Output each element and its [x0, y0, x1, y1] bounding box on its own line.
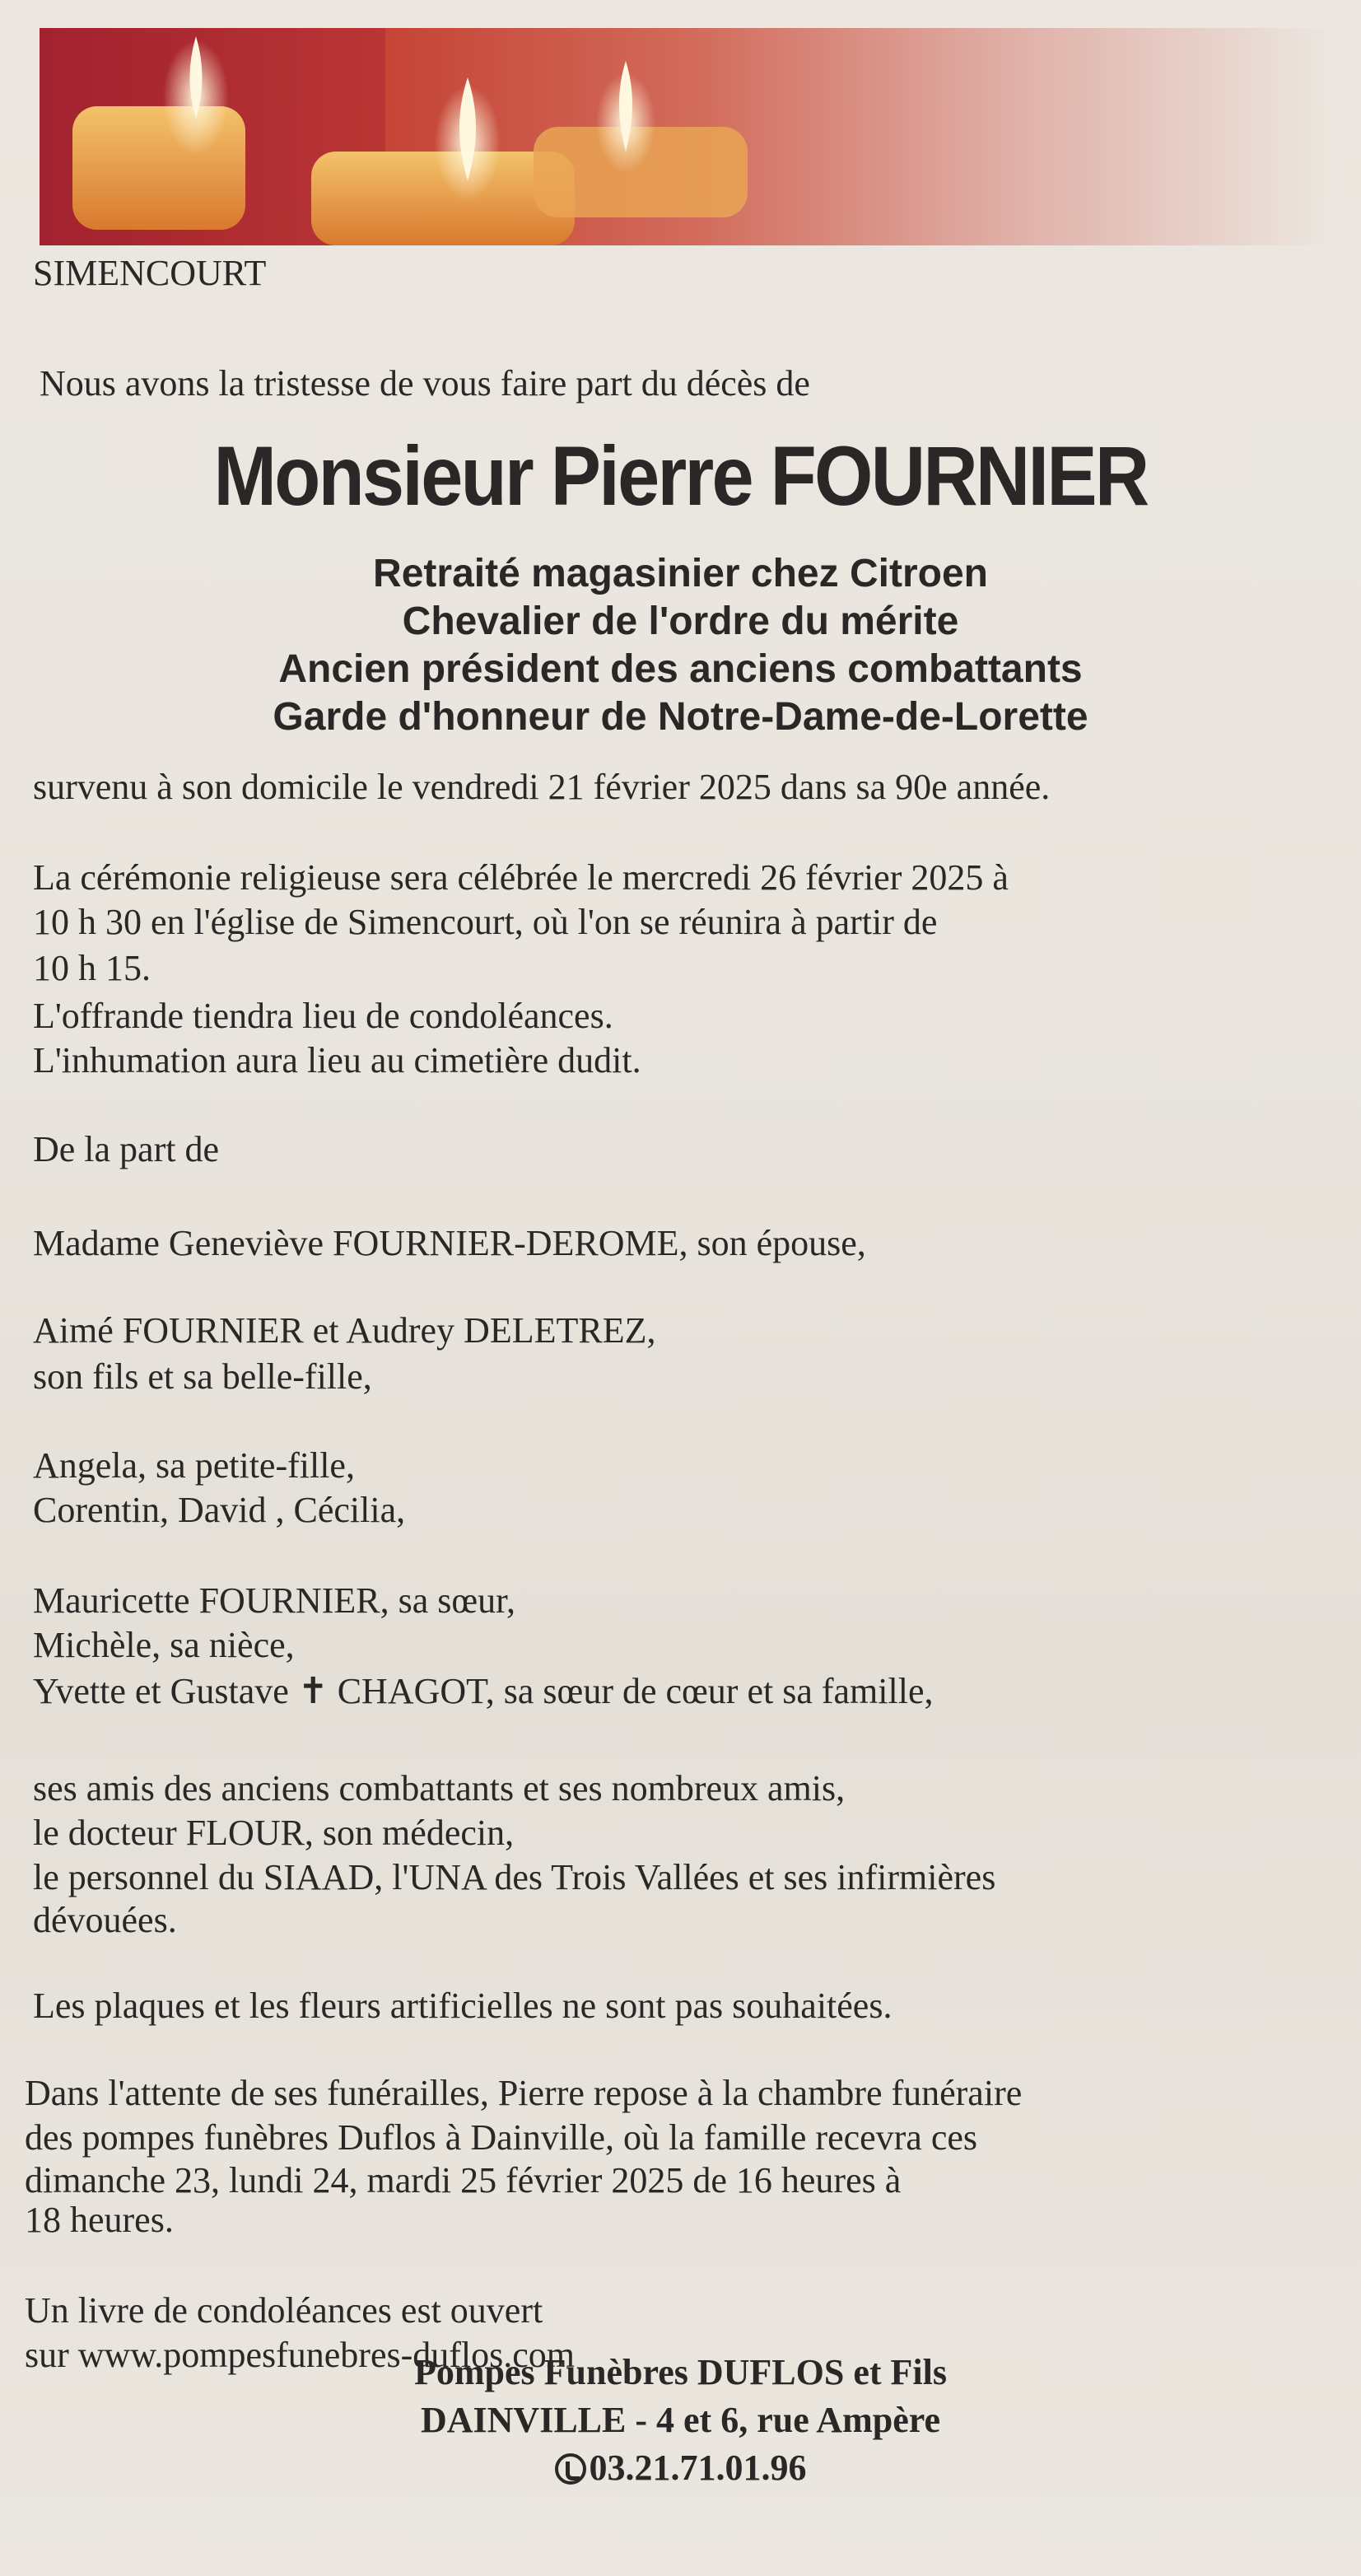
phone-icon	[555, 2453, 586, 2485]
from-label: De la part de	[33, 1129, 219, 1169]
condolence-book-line: Un livre de condoléances est ouvert	[25, 2290, 543, 2331]
friends-line: le personnel du SIAAD, l'UNA des Trois Vallées et ses infirmières	[33, 1857, 996, 1897]
flowers-note: Les plaques et les fleurs artificielles ne sont pas souhaitées.	[33, 1986, 893, 2026]
title-line: Chevalier de l'ordre du mérite	[402, 600, 959, 643]
heart-sister-relation: CHAGOT, sa sœur de cœur et sa famille,	[337, 1671, 934, 1711]
friends-line: ses amis des anciens combattants et ses nombreux amis,	[33, 1768, 846, 1808]
death-line: survenu à son domicile le vendredi 21 février 2025 dans sa 90e année.	[33, 767, 1051, 807]
friends-line: le docteur FLOUR, son médecin,	[33, 1813, 515, 1853]
company-phone-line	[0, 2444, 1361, 2492]
company-name: Pompes Funèbres DUFLOS et Fils	[414, 2352, 947, 2392]
family-granddaughter: Angela, sa petite-fille,	[33, 1445, 355, 1486]
titles-block	[0, 550, 1361, 741]
deceased-name: Monsieur Pierre FOURNIER	[213, 429, 1148, 523]
title-line: Retraité magasinier chez Citroen	[373, 552, 988, 595]
funeral-home-line: dimanche 23, lundi 24, mardi 25 février 2025 de 16 heures à	[25, 2160, 902, 2200]
ceremony-line: 10 h 15.	[33, 948, 151, 988]
heart-sister-names: Yvette et Gustave	[33, 1671, 289, 1711]
condolence-book-link[interactable]: sur www.pompesfunebres-duflos.com	[25, 2335, 576, 2375]
family-heart-sister	[33, 1670, 1336, 1713]
funeral-home-line: des pompes funèbres Duflos à Dainville, où la famille recevra ces	[25, 2117, 978, 2158]
title-line: Ancien président des anciens combattants	[278, 647, 1083, 691]
ceremony-line: L'offrande tiendra lieu de condoléances.	[33, 996, 613, 1036]
family-spouse: Madame Geneviève FOURNIER-DEROME, son épouse,	[33, 1223, 866, 1263]
ceremony-line: 10 h 30 en l'église de Simencourt, où l'on se réunira à partir de	[33, 902, 938, 942]
family-grandchildren: Corentin, David , Cécilia,	[33, 1490, 406, 1530]
location: SIMENCOURT	[33, 253, 267, 293]
candles-banner-image	[40, 28, 1340, 245]
family-sister: Mauricette FOURNIER, sa sœur,	[33, 1580, 516, 1621]
funeral-director-footer	[0, 2349, 1361, 2492]
title-line: Garde d'honneur de Notre-Dame-de-Lorette	[273, 695, 1088, 739]
family-son: Aimé FOURNIER et Audrey DELETREZ,	[33, 1310, 656, 1351]
friends-line: dévouées.	[33, 1900, 177, 1940]
family-niece: Michèle, sa nièce,	[33, 1625, 295, 1665]
candles-illustration	[40, 28, 1340, 245]
funeral-home-line: Dans l'attente de ses funérailles, Pierre repose à la chambre funéraire	[25, 2073, 1023, 2113]
family-son-relation: son fils et sa belle-fille,	[33, 1356, 372, 1397]
company-address: DAINVILLE - 4 et 6, rue Ampère	[420, 2400, 941, 2440]
company-phone: 03.21.71.01.96	[589, 2448, 807, 2488]
cross-icon: ✝	[297, 1670, 329, 1712]
ceremony-line: L'inhumation aura lieu au cimetière dudit.	[33, 1040, 641, 1080]
intro-line: Nous avons la tristesse de vous faire part du décès de	[40, 363, 810, 404]
funeral-home-line: 18 heures.	[25, 2200, 174, 2240]
ceremony-line: La cérémonie religieuse sera célébrée le mercredi 26 février 2025 à	[33, 857, 1009, 898]
